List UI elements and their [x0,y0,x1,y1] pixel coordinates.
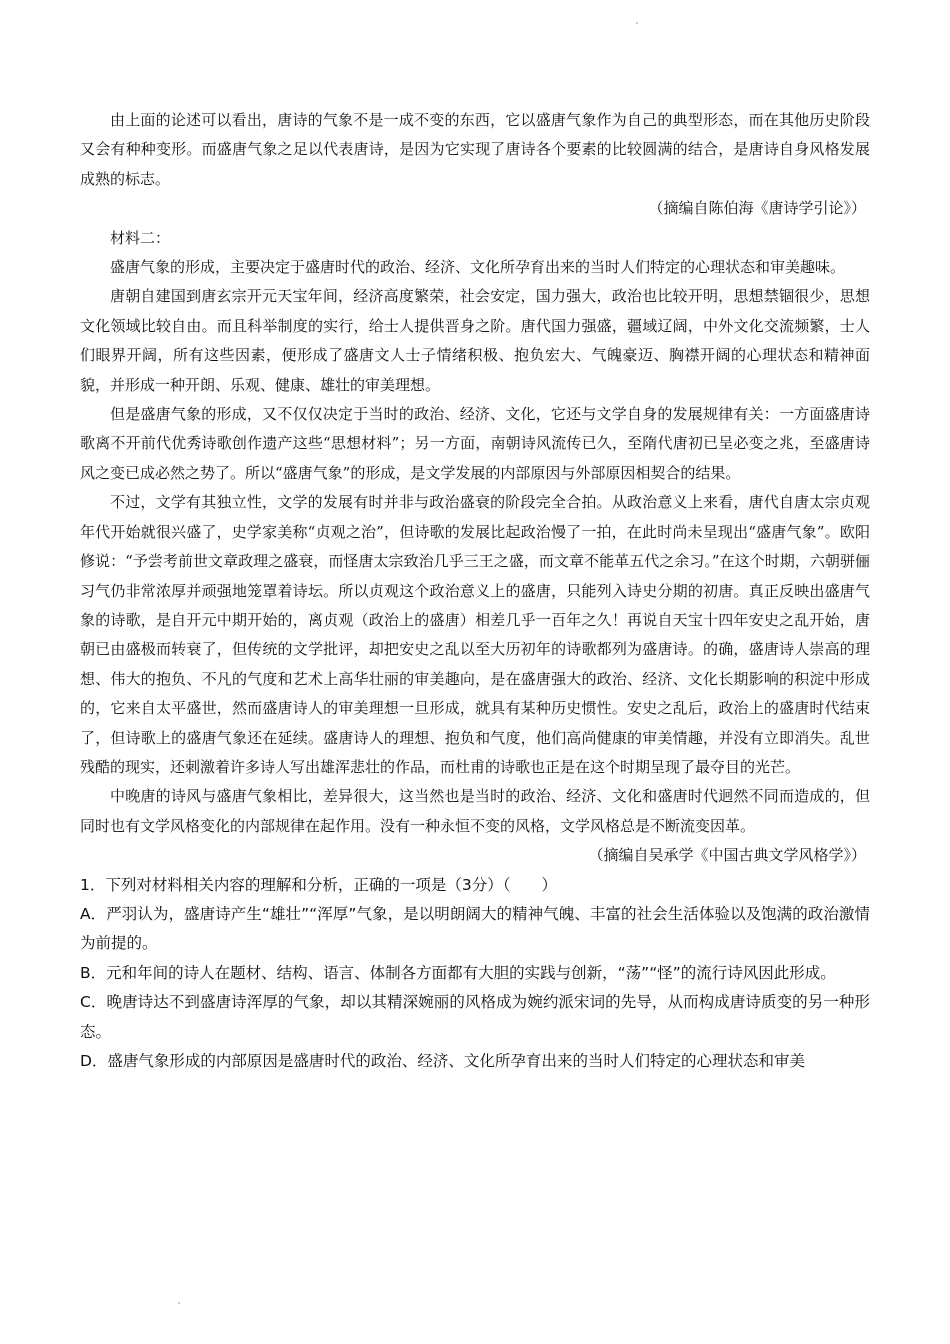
option-c[interactable]: C．晚唐诗达不到盛唐诗浑厚的气象，却以其精深婉丽的风格成为婉约派宋词的先导，从而构成唐诗质变的另一种形态。 [80,993,870,1041]
material1-conclusion: 由上面的论述可以看出，唐诗的气象不是一成不变的东西，它以盛唐气象作为自己的典型形态，而在其他历史阶段又会有种种变形。而盛唐气象之足以代表唐诗，是因为它实现了唐诗各个要素的比较圆满的结合，是唐诗自身风格发展成熟的标志。 [80,111,870,188]
scan-speck [178,1302,180,1304]
material2-paragraph: 唐朝自建国到唐玄宗开元天宝年间，经济高度繁荣，社会安定，国力强大，政治也比较开明，思想禁锢很少，思想文化领域比较自由。而且科举制度的实行，给士人提供晋身之阶。唐代国力强盛，疆域辽阔，中外文化交流频繁，士人们眼界开阔，所有这些因素，便形成了盛唐文人士子情绪积极、抱负宏大、气魄豪迈、胸襟开阔的心理状态和精神面貌，并形成一种开朗、乐观、健康、雄壮的审美理想。 [80,287,870,394]
material2-paragraph: 盛唐气象的形成，主要决定于盛唐时代的政治、经济、文化所孕育出来的当时人们特定的心理状态和审美趣味。 [110,258,846,277]
option-b[interactable]: B．元和年间的诗人在题材、结构、语言、体制各方面都有大胆的实践与创新，“荡”“怪”的流行诗风因此形成。 [80,963,836,982]
material2-paragraph: 但是盛唐气象的形成，又不仅仅决定于当时的政治、经济、文化，它还与文学自身的发展规律有关：一方面盛唐诗歌离不开前代优秀诗歌创作遗产这些“思想材料”；另一方面，南朝诗风流传已久，至隋代唐初已呈必变之兆，至盛唐诗风之变已成必然之势了。所以“盛唐气象”的形成，是文学发展的内部原因与外部原因相契合的结果。 [80,405,870,482]
material1-source: （摘编自陈伯海《唐诗学引论》） [648,199,866,218]
scan-speck [636,22,638,24]
option-d[interactable]: D．盛唐气象形成的内部原因是盛唐时代的政治、经济、文化所孕育出来的当时人们特定的心理状态和审美 [80,1052,805,1070]
question-stem: 1．下列对材料相关内容的理解和分析，正确的一项是（3分）（ ） [80,875,557,894]
material2-paragraph: 中晚唐的诗风与盛唐气象相比，差异很大，这当然也是当时的政治、经济、文化和盛唐时代迥然不同而造成的，但同时也有文学风格变化的内部规律在起作用。没有一种永恒不变的风格，文学风格总是不断流变因革。 [80,787,870,835]
option-a[interactable]: A．严羽认为，盛唐诗产生“雄壮”“浑厚”气象，是以明朗阔大的精神气魄、丰富的社会生活体验以及饱满的政治激情为前提的。 [80,904,870,953]
article-body [80,106,870,1076]
material2-heading: 材料二： [110,228,171,247]
material2-paragraph: 不过，文学有其独立性，文学的发展有时并非与政治盛衰的阶段完全合拍。从政治意义上来看，唐代自唐太宗贞观年代开始就很兴盛了，史学家美称“贞观之治”，但诗歌的发展比起政治慢了一拍，在此时尚未呈现出“盛唐气象”。欧阳修说：“予尝考前世文章政理之盛衰，而怪唐太宗致治几乎三王之盛，而文章不能革五代之余习。”在这个时期，六朝骈俪习气仍非常浓厚并顽强地笼罩着诗坛。所以贞观这个政治意义上的盛唐，只能列入诗史分期的初唐。真正反映出盛唐气象的诗歌，是自开元中期开始的，离贞观（政治上的盛唐）相差几乎一百年之久！再说自天宝十四年安史之乱开始，唐朝已由盛极而转衰了，但传统的文学批评，却把安史之乱以至大历初年的诗歌都列为盛唐诗。的确，盛唐诗人崇高的理想、伟大的抱负、不凡的气度和艺术上高华壮丽的审美趣向，是在盛唐强大的政治、经济、文化长期影响的积淀中形成的，它来自太平盛世，然而盛唐诗人的审美理想一旦形成，就具有某种历史惯性。安史之乱后，政治上的盛唐时代结束了，但诗歌上的盛唐气象还在延续。盛唐诗人的理想、抱负和气度，他们高尚健康的审美情趣，并没有立即消失。乱世残酷的现实，还刺激着许多诗人写出雄浑悲壮的作品，而杜甫的诗歌也正是在这个时期呈现了最夺目的光芒。 [80,493,870,776]
material2-source: （摘编自吴承学《中国古典文学风格学》） [588,846,866,865]
